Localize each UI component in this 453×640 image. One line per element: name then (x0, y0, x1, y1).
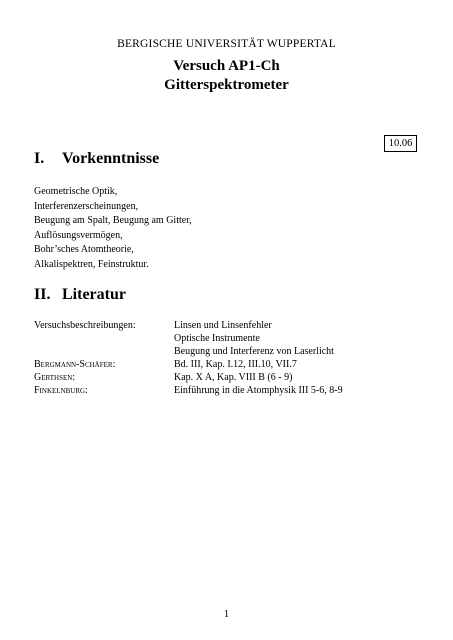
literature-row (34, 332, 343, 345)
prerequisites-list (34, 185, 192, 272)
literature-source: Gerthsen: (34, 372, 76, 383)
literature-table (34, 319, 343, 397)
experiment-title: Versuch AP1-Ch (173, 58, 280, 74)
experiment-subtitle: Gitterspektrometer (164, 77, 289, 93)
literature-reference: Beugung und Interferenz von Laserlicht (174, 346, 334, 357)
version-badge: 10.06 (384, 135, 417, 152)
section-title: Literatur (62, 286, 126, 303)
list-item: Alkalispektren, Feinstruktur. (34, 258, 149, 270)
literature-row (34, 371, 343, 384)
section-title: Vorkenntnisse (62, 150, 160, 167)
literature-row (34, 345, 343, 358)
literature-source (34, 332, 174, 345)
literature-row (34, 319, 343, 332)
literature-reference: Optische Instrumente (174, 333, 260, 344)
literature-source (34, 345, 174, 358)
literature-reference: Linsen und Linsenfehler (174, 320, 272, 331)
literature-reference: Einführung in die Atomphysik III 5-6, 8-9 (174, 385, 343, 396)
literature-row (34, 358, 343, 371)
section-heading-vorkenntnisse (34, 150, 159, 168)
section-number: II. (34, 286, 51, 303)
page-number: 1 (223, 609, 230, 620)
list-item: Auflösungsvermögen, (34, 229, 123, 241)
university-name: BERGISCHE UNIVERSITÄT WUPPERTAL (117, 38, 336, 50)
list-item: Beugung am Spalt, Beugung am Gitter, (34, 215, 192, 226)
literature-source: Bergmann-Schäfer: (34, 359, 116, 370)
section-number: I. (34, 150, 45, 167)
list-item: Geometrische Optik, (34, 186, 118, 197)
literature-reference: Bd. III, Kap. I.12, III.10, VII.7 (174, 359, 297, 370)
literature-source: Finkelnburg: (34, 385, 88, 396)
section-heading-literatur (34, 286, 126, 304)
literature-row (34, 384, 343, 397)
literature-source: Versuchsbeschreibungen: (34, 320, 136, 331)
literature-reference: Kap. X A, Kap. VIII B (6 - 9) (174, 372, 293, 383)
list-item: Bohr’sches Atomtheorie, (34, 244, 134, 255)
list-item: Interferenzerscheinungen, (34, 200, 139, 212)
